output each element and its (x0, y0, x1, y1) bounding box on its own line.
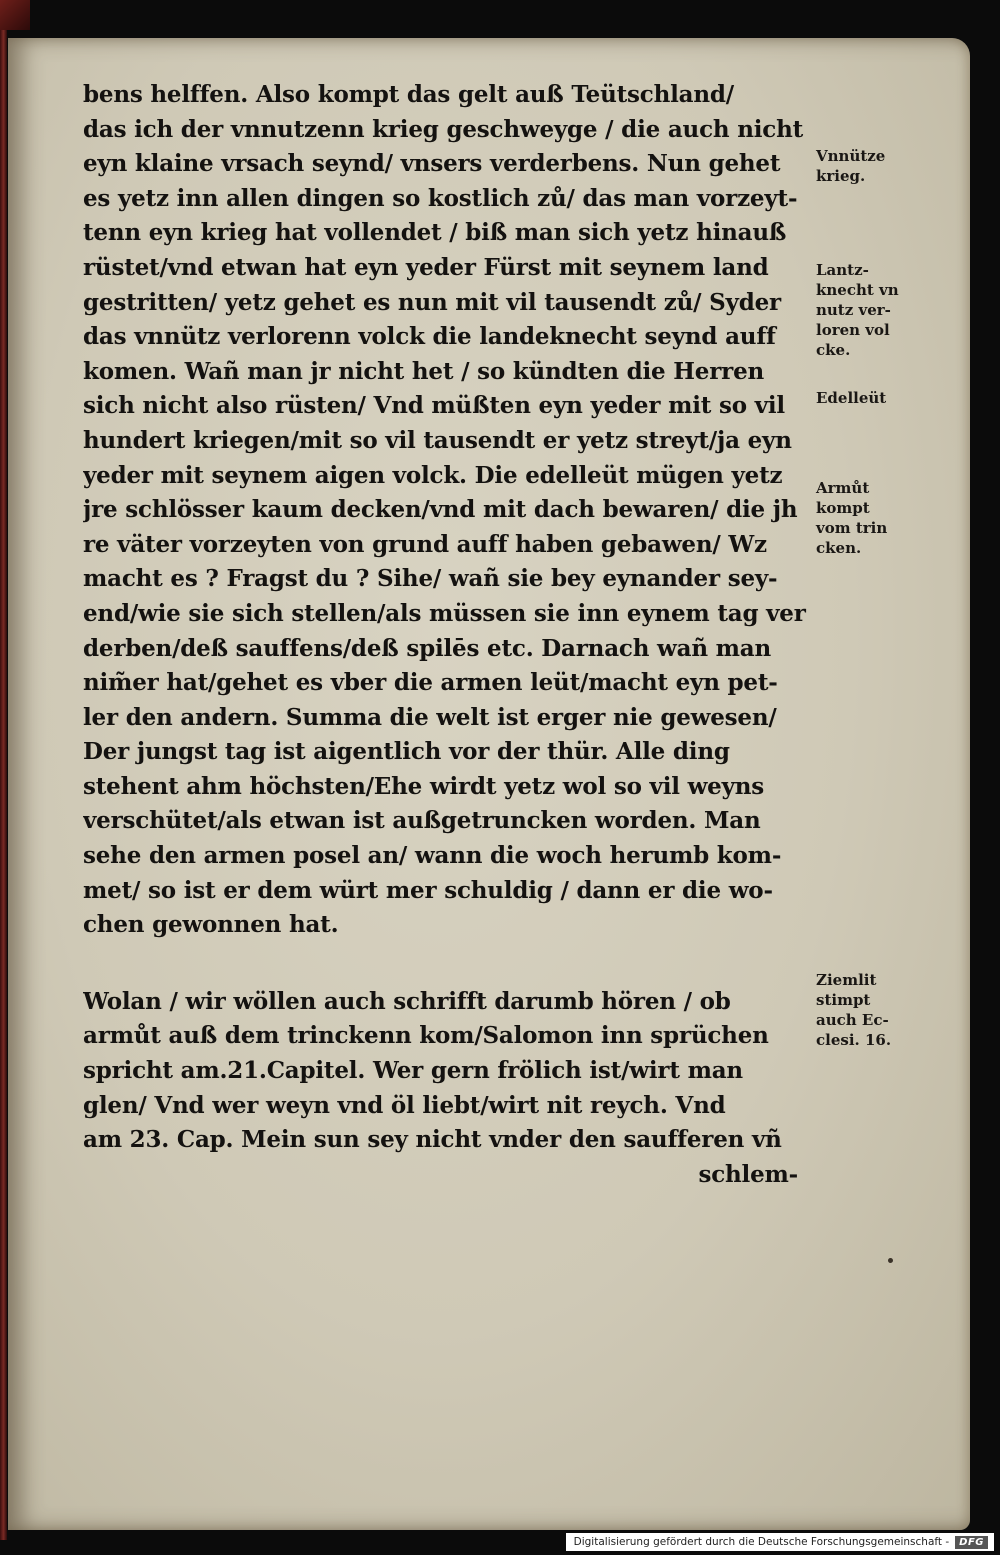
margin-note-line: clesi. 16. (816, 1031, 892, 1049)
text-line: re väter vorzeyten von grund auff haben gebawen/ Wz (83, 530, 767, 558)
text-line: sich nicht also rüsten/ Vnd müßten eyn yeder mit so vil (83, 392, 785, 420)
text-line: end/wie sie sich stellen/als müssen sie inn eynem tag ver (83, 599, 806, 627)
text-line: verschütet/als etwan ist außgetruncken worden. Man (83, 807, 761, 835)
margin-note-line: auch Ec- (816, 1011, 889, 1029)
margin-note-line: cken. (816, 539, 862, 557)
margin-note-line: kompt (816, 499, 870, 517)
book-page (8, 38, 970, 1530)
text-line: Der jungst tag ist aigentlich vor der thür. Alle ding (83, 738, 730, 766)
book-spine (0, 0, 7, 1540)
text-line: Wolan / wir wöllen auch schrifft darumb hören / ob (83, 987, 731, 1015)
catchword: schlem- (698, 1160, 798, 1188)
main-text-block (83, 78, 818, 1192)
digitization-footer (566, 1533, 994, 1551)
margin-note-vnnuetze-krieg (816, 146, 956, 186)
margin-note-line: stimpt (816, 991, 871, 1009)
margin-note-line: knecht vn (816, 281, 899, 299)
margin-note-lantzknecht (816, 260, 956, 360)
text-line: nim̃er hat/gehet es vber die armen leüt/macht eyn pet- (83, 669, 778, 697)
margin-note-line: Vnnütze (816, 147, 886, 165)
margin-note-ecclesi (816, 970, 956, 1050)
margin-note-line: nutz ver- (816, 301, 891, 319)
text-line: das ich der vnnutzenn krieg geschweyge / die auch nicht (83, 115, 804, 143)
text-line: glen/ Vnd wer weyn vnd öl liebt/wirt nit reych. Vnd (83, 1091, 726, 1119)
text-line: bens helffen. Also kompt das gelt auß Teütschland/ (83, 81, 734, 108)
text-line: derben/deß sauffens/deß spilēs etc. Darnach wañ man (83, 634, 772, 662)
margin-note-line: krieg. (816, 167, 866, 185)
text-line: chen gewonnen hat. (83, 911, 339, 939)
text-line: macht es ? Fragst du ? Sihe/ wañ sie bey eynander sey- (83, 565, 778, 593)
paper-speck (888, 1258, 893, 1263)
margin-note-line: Armůt (816, 479, 870, 497)
text-line: yeder mit seynem aigen volck. Die edelleüt mügen yetz (83, 461, 783, 489)
text-line: gestritten/ yetz gehet es nun mit vil tausendt zů/ Syder (83, 288, 781, 316)
text-line: komen. Wañ man jr nicht het / so kündten die Herren (83, 357, 765, 385)
binding-corner (0, 0, 30, 30)
margin-note-edelleuet (816, 388, 956, 408)
text-line: am 23. Cap. Mein sun sey nicht vnder den saufferen vñ (83, 1126, 782, 1154)
text-line: jre schlösser kaum decken/vnd mit dach bewaren/ die jh (83, 496, 798, 524)
margin-note-line: Edelleüt (816, 389, 887, 407)
text-line: das vnnütz verlorenn volck die landeknecht seynd auff (83, 323, 776, 351)
text-line: stehent ahm höchsten/Ehe wirdt yetz wol so vil weyns (83, 772, 765, 800)
footer-text: Digitalisierung gefördert durch die Deutsche Forschungsgemeinschaft - (573, 1536, 950, 1548)
text-line: ler den andern. Summa die welt ist erger nie gewesen/ (83, 703, 777, 731)
text-line: rüstet/vnd etwan hat eyn yeder Fürst mit seynem land (83, 253, 769, 281)
text-line: es yetz inn allen dingen so kostlich zů/ das man vorzeyt- (83, 184, 798, 212)
dfg-logo: DFG (955, 1536, 988, 1549)
margin-note-line: Ziemlit (816, 971, 877, 989)
margin-note-line: vom trin (816, 519, 888, 537)
text-line: armůt auß dem trinckenn kom/Salomon inn sprüchen (83, 1022, 769, 1050)
paragraph-gap (83, 943, 818, 985)
text-line: hundert kriegen/mit so vil tausendt er yetz streyt/ja eyn (83, 426, 792, 454)
margin-note-line: loren vol (816, 321, 890, 339)
text-line: tenn eyn krieg hat vollendet / biß man sich yetz hinauß (83, 219, 787, 247)
text-line: spricht am.21.Capitel. Wer gern frölich ist/wirt man (83, 1057, 743, 1085)
margin-note-line: cke. (816, 341, 851, 359)
margin-note-line: Lantz- (816, 261, 869, 279)
text-line: met/ so ist er dem würt mer schuldig / dann er die wo- (83, 876, 773, 904)
text-line: eyn klaine vrsach seynd/ vnsers verderbens. Nun gehet (83, 150, 781, 178)
text-line: sehe den armen posel an/ wann die woch herumb kom- (83, 842, 782, 870)
margin-note-armut (816, 478, 956, 558)
